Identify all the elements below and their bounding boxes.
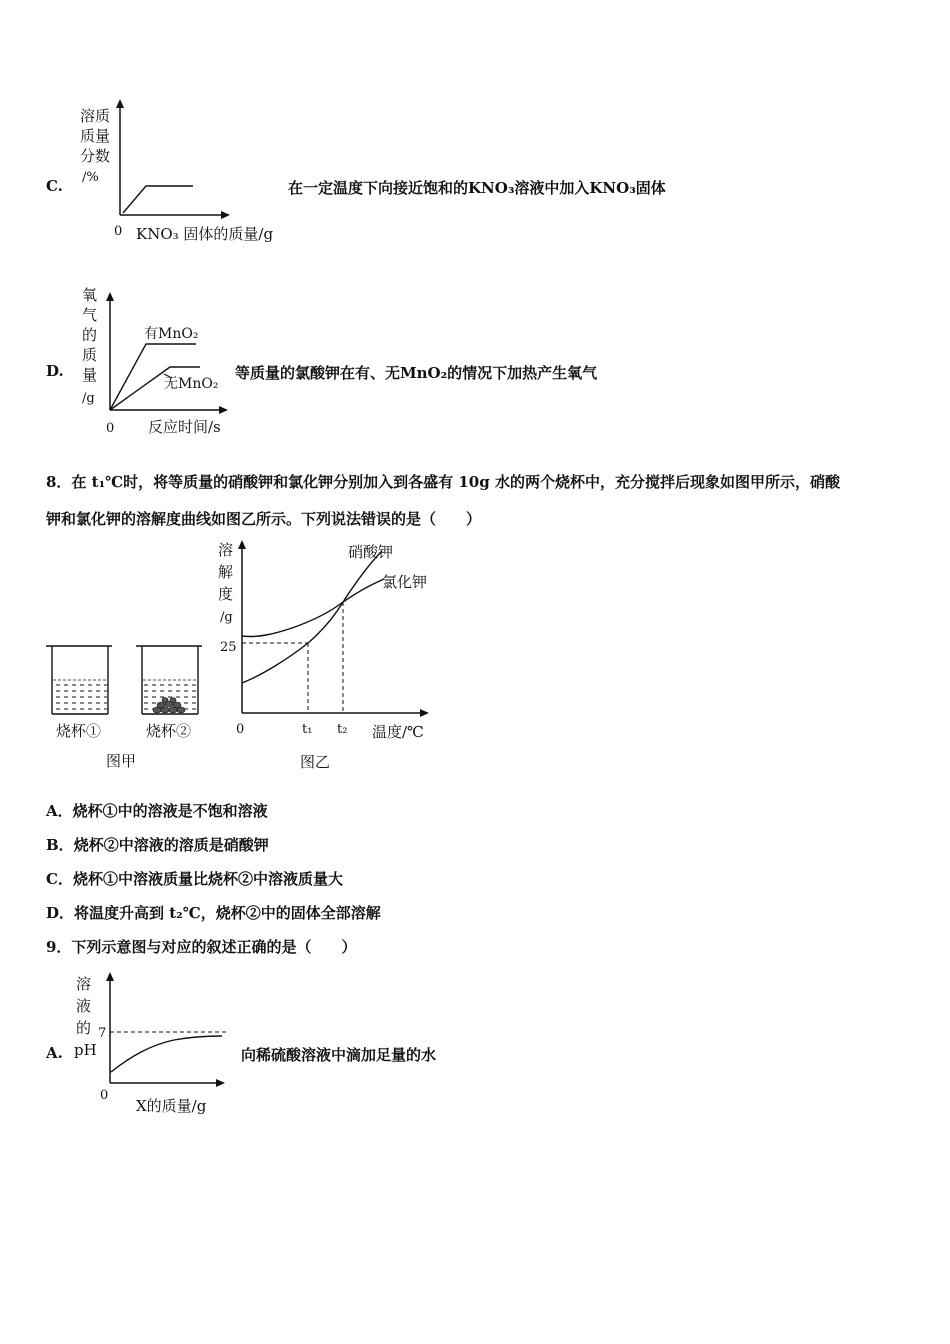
chart-d-ylabel (82, 286, 97, 406)
figure-jia (40, 640, 220, 780)
beaker-2-label: 烧杯② (146, 722, 192, 740)
q8-option-a-letter: A． (46, 802, 73, 820)
chart-c-ylabel-line: 分数 (80, 147, 111, 165)
chart-q9-option-a (70, 965, 240, 1125)
chart-yi-ylabel-line: /g (220, 610, 233, 625)
q8-option-a (46, 800, 268, 821)
chart-yi-label-kcl: 氯化钾 (382, 573, 428, 591)
chart-q9-ylabel-line: pH (74, 1041, 97, 1059)
q8-option-b-letter: B． (46, 836, 74, 854)
beaker-2 (136, 646, 202, 714)
chart-yi-xlabel: 温度/℃ (372, 723, 424, 741)
q9-option-a-description: 向稀硫酸溶液中滴加足量的水 (241, 1046, 437, 1064)
chart-c-ylabel-line: /% (82, 170, 99, 185)
chart-d-origin: 0 (106, 421, 115, 436)
chart-yi-x-tick-t2: t₂ (337, 722, 348, 737)
chart-c-xlabel: KNO₃ 固体的质量/g (136, 225, 274, 243)
option-c-description: 在一定温度下向接近饱和的KNO₃溶液中加入KNO₃固体 (288, 179, 666, 197)
chart-yi-ylabel-line: 解 (218, 563, 234, 581)
chart-q9-x-arrow (216, 1079, 225, 1087)
chart-d-y-arrow (106, 292, 114, 301)
chart-yi-series-kno3 (242, 551, 382, 683)
chart-c-ylabel-line: 质量 (80, 127, 111, 145)
chart-option-c (60, 95, 300, 255)
q8-option-c-letter: C． (46, 870, 73, 888)
q8-option-c-text: 烧杯①中溶液质量比烧杯②中溶液质量大 (72, 870, 343, 888)
chart-c-series-line (123, 186, 193, 213)
chart-q9-y-arrow (106, 972, 114, 981)
beaker-1-solution (53, 680, 107, 713)
q8-option-d-text: 将温度升高到 t₂℃，烧杯②中的固体全部溶解 (74, 904, 381, 922)
chart-c-y-arrow (116, 99, 124, 108)
chart-c-x-arrow (221, 211, 230, 219)
chart-q9-series-line (111, 1036, 222, 1072)
chart-q9-ylabel-line: 溶 (76, 975, 92, 993)
chart-yi-series-kcl (242, 579, 384, 637)
chart-d-label-with-mno2: 有MnO₂ (144, 326, 199, 342)
chart-yi-x-arrow (420, 709, 429, 717)
q8-stem-line2: 钾和氯化钾的溶解度曲线如图乙所示。下列说法错误的是（ ） (46, 510, 482, 528)
chart-c-ylabel-line: 溶质 (80, 107, 111, 125)
figure-jia-caption: 图甲 (106, 752, 137, 770)
q8-stem-line1: 8．在 t₁℃时，将等质量的硝酸钾和氯化钾分别加入到各盛有 10g 水的两个烧杯中，充分搅拌后现象如图甲所示，硝酸 (46, 473, 840, 491)
chart-q9-ylabel (74, 975, 97, 1059)
chart-q9-origin: 0 (100, 1088, 109, 1103)
chart-yi-label-kno3: 硝酸钾 (348, 543, 394, 561)
chart-q9-xlabel: X的质量/g (136, 1097, 207, 1115)
beaker-1-label: 烧杯① (56, 722, 102, 740)
option-d-letter: D. (46, 362, 64, 380)
option-d-description: 等质量的氯酸钾在有、无MnO₂的情况下加热产生氧气 (235, 364, 598, 382)
chart-d-ylabel-line: 的 (82, 326, 98, 344)
q8-option-d (46, 902, 381, 923)
q9-option-a-letter: A. (46, 1044, 63, 1062)
chart-d-xlabel: 反应时间/s (148, 418, 221, 436)
figure-yi (212, 535, 462, 775)
chart-yi-y-arrow (238, 540, 246, 549)
chart-yi-x-tick-t1: t₁ (302, 722, 313, 737)
beaker-1 (46, 646, 112, 714)
chart-yi-y-tick-25: 25 (220, 640, 237, 655)
chart-option-d (60, 282, 240, 442)
chart-d-ylabel-line: 氧 (82, 286, 98, 304)
chart-yi-origin: 0 (236, 722, 245, 737)
chart-q9-y-tick-7: 7 (98, 1026, 107, 1041)
chart-d-ylabel-line: 质 (82, 346, 98, 364)
chart-q9-ylabel-line: 的 (76, 1019, 92, 1037)
chart-d-ylabel-line: 量 (82, 366, 98, 384)
q8-option-a-text: 烧杯①中的溶液是不饱和溶液 (72, 802, 268, 820)
chart-d-label-without-mno2: 无MnO₂ (164, 376, 219, 392)
chart-q9-ylabel-line: 液 (76, 997, 92, 1015)
q8-option-b (46, 834, 269, 855)
option-c-letter: C. (46, 177, 63, 195)
chart-yi-ylabel-line: 溶 (218, 541, 234, 559)
chart-c-origin: 0 (114, 224, 123, 239)
chart-c-ylabel (80, 107, 110, 185)
q8-option-c (46, 868, 343, 889)
chart-d-x-arrow (219, 406, 228, 414)
q9-stem: 9．下列示意图与对应的叙述正确的是（ ） (46, 938, 357, 956)
figure-yi-caption: 图乙 (300, 753, 331, 771)
chart-d-ylabel-line: 气 (82, 306, 98, 324)
chart-yi-ylabel-line: 度 (218, 585, 234, 603)
chart-d-ylabel-line: /g (82, 391, 95, 406)
q8-option-d-letter: D． (46, 904, 75, 922)
chart-yi-ylabel (218, 541, 233, 625)
q8-option-b-text: 烧杯②中溶液的溶质是硝酸钾 (73, 836, 269, 854)
